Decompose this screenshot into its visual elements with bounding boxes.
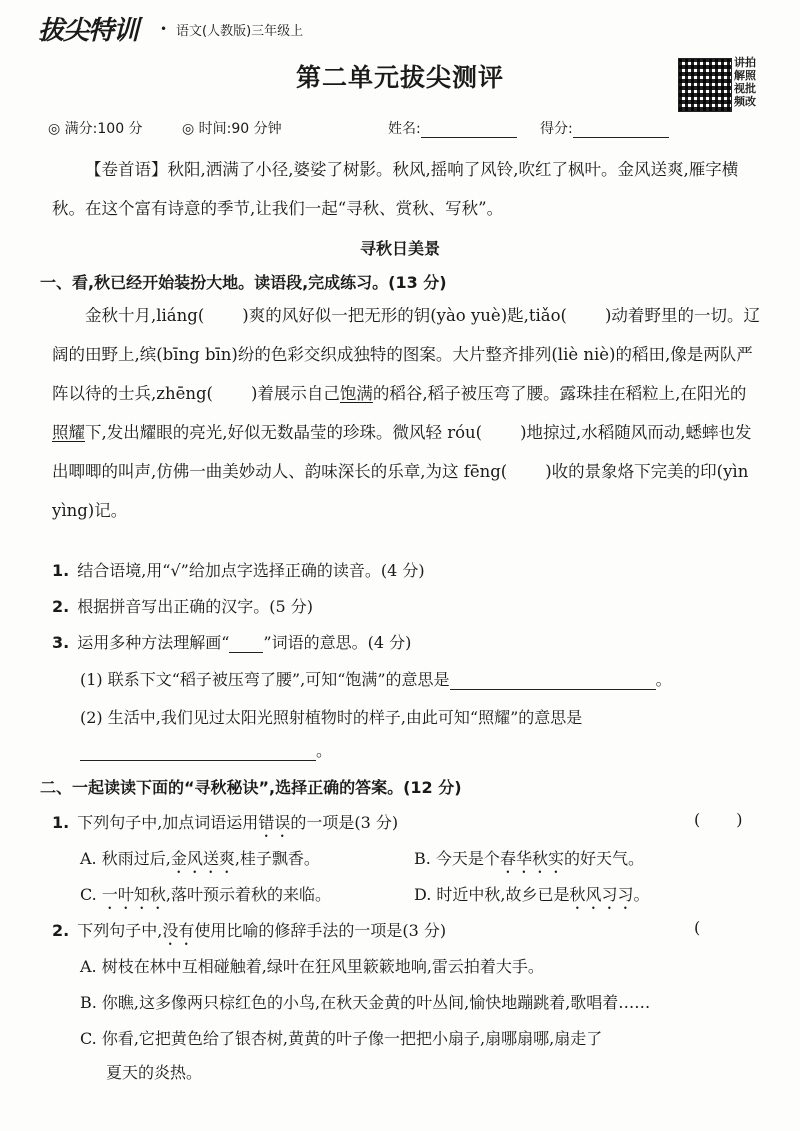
section2-heading: 二、一起读读下面的“寻秋秘诀”,选择正确的答案。(12 分) — [40, 778, 462, 797]
underlined-word-baoman: 饱满 — [339, 384, 373, 403]
intro-paragraph: 【卷首语】秋阳,洒满了小径,婆娑了树影。秋风,摇响了风铃,吹红了枫叶。金风送爽,雁字横秋。在这个富有诗意的季节,让我们一起“寻秋、赏秋、写秋”。 — [52, 160, 739, 218]
answer-bracket-q2[interactable]: ( — [694, 918, 701, 937]
option-1c[interactable]: C. 一叶知秋,落叶预示着秋的来临。 — [80, 885, 331, 904]
score-blank[interactable] — [573, 121, 669, 138]
s1-question-1: 1. 结合语境,用“√”给加点字选择正确的读音。(4 分) — [52, 561, 425, 580]
option-1b[interactable]: B. 今天是个春华秋实的好天气。 — [414, 849, 644, 868]
score-label: 得分: — [540, 121, 573, 137]
s1-question-3-part2: (2) 生活中,我们见过太阳光照射植物时的样子,由此可知“照耀”的意思是 — [80, 708, 583, 727]
s2-question-1: 1. 下列句子中,加点词语运用错误的一项是(3 分) — [52, 813, 399, 832]
option-1a[interactable]: A. 秋雨过后,金风送爽,桂子飘香。 — [80, 849, 320, 868]
qr-label: 讲拍解照视批频改 — [734, 56, 756, 108]
subtitle: 寻秋日美景 — [359, 239, 440, 258]
s1-question-3: 3. 运用多种方法理解画“ ”词语的意思。(4 分) — [52, 633, 412, 652]
time-limit: ◎ 时间:90 分钟 — [182, 121, 282, 137]
option-2c-continued: 夏天的炎热。 — [106, 1063, 203, 1082]
brand-logo: 拔尖特训 — [38, 16, 139, 46]
underlined-word-zhaoyao: 照耀 — [52, 423, 85, 442]
answer-bracket-q1[interactable]: ( ) — [694, 810, 743, 829]
option-1d[interactable]: D. 时近中秋,故乡已是秋风习习。 — [414, 885, 650, 904]
page-title: 第二单元拔尖测评 — [295, 63, 504, 92]
qr-code-icon — [678, 58, 732, 112]
name-label: 姓名: — [388, 121, 421, 137]
answer-line-zhaoyao[interactable]: 。 — [80, 738, 332, 761]
option-2c[interactable]: C. 你看,它把黄色给了银杏树,黄黄的叶子像一把把小扇子,扇哪扇哪,扇走了 — [80, 1029, 603, 1048]
answer-blank-baoman[interactable] — [450, 673, 656, 690]
section1-heading: 一、看,秋已经开始装扮大地。读语段,完成练习。(13 分) — [40, 273, 447, 292]
answer-blank-zhaoyao[interactable] — [80, 744, 316, 761]
s1-question-2: 2. 根据拼音写出正确的汉字。(5 分) — [52, 597, 313, 616]
score-field[interactable] — [540, 118, 669, 138]
reading-passage: 金秋十月,liáng( )爽的风好似一把无形的钥(yào yuè)匙,tiǎo( )动着野里的一切。辽阔的田野上,缤(bīng bīn)纷的色彩交织成独特的图案。大片整齐排列(liè niè)的稻田,像是两队严阵以待的士兵,zhēng( )着展示自己饱满的稻谷,稻子被压弯了腰。露珠挂在稻粒上,在阳光的照耀下,发出耀眼的亮光,好似无数晶莹的珍珠。微风轻 róu( )地掠过,水稻随风而动,蟋蟀也发出唧唧的叫声,仿佛一曲美妙动人、韵味深长的乐章,为这 fēng( )收的景象烙下完美的印(yìn yìng)记。 — [52, 306, 760, 520]
s2-question-2: 2. 下列句子中,没有使用比喻的修辞手法的一项是(3 分) — [52, 921, 447, 940]
full-score: ◎ 满分:100 分 — [48, 121, 143, 137]
name-blank[interactable] — [421, 121, 517, 138]
option-2a[interactable]: A. 树枝在林中互相碰触着,绿叶在狂风里簌簌地响,雷云拍着大手。 — [80, 957, 544, 976]
option-2b[interactable]: B. 你瞧,这多像两只棕红色的小鸟,在秋天金黄的叶丛间,愉快地蹦跳着,歌唱着…… — [80, 993, 651, 1012]
brand-separator: • — [160, 22, 168, 36]
series-label: 语文(人教版)三年级上 — [176, 24, 304, 39]
s1-question-3-part1: (1) 联系下文“稻子被压弯了腰”,可知“饱满”的意思是 。 — [80, 670, 672, 689]
name-field[interactable] — [388, 118, 517, 138]
